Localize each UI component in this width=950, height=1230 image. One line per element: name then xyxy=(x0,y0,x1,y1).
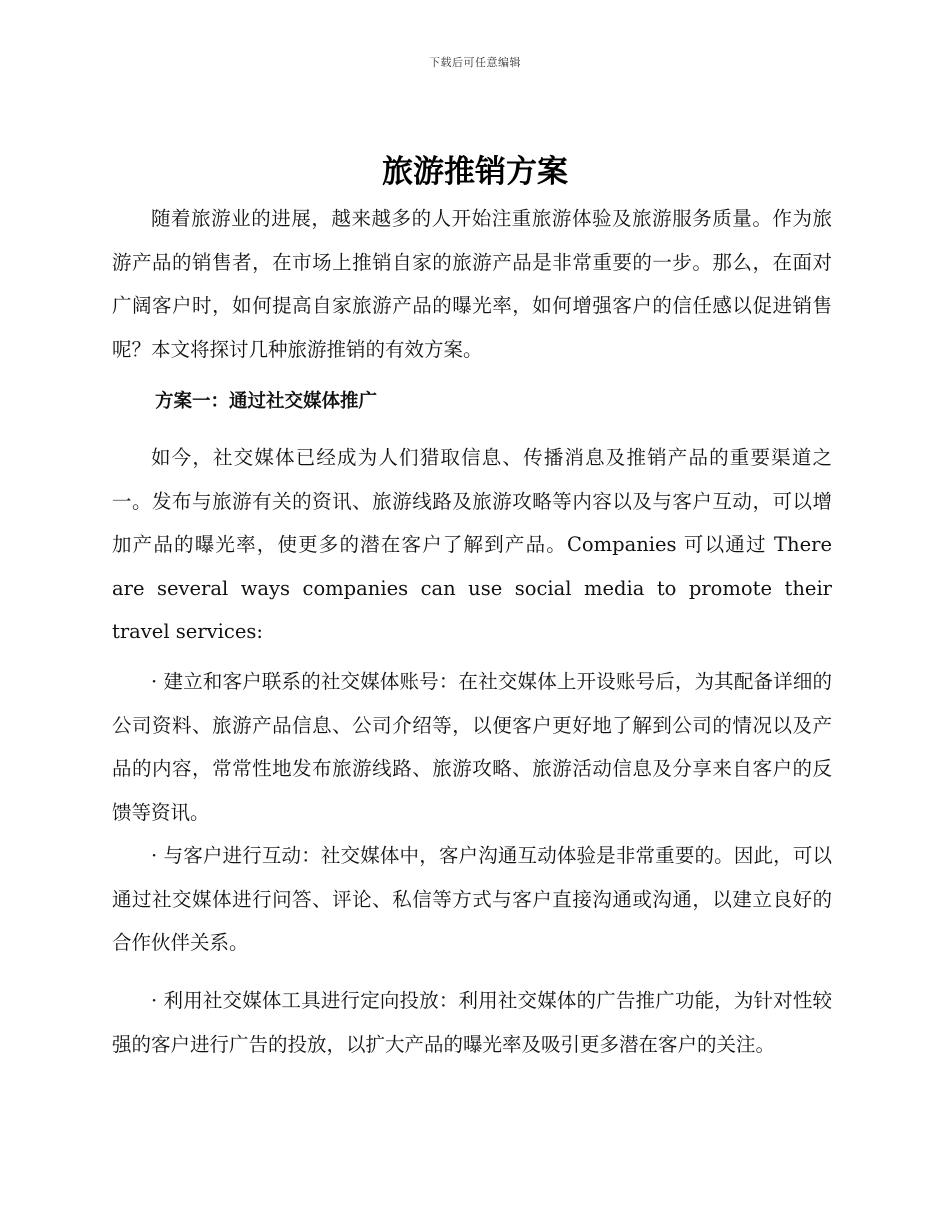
bullet-block-1 xyxy=(112,660,832,834)
intro-paragraph: 随着旅游业的进展，越来越多的人开始注重旅游体验及旅游服务质量。作为旅游产品的销售者，在市场上推销自家的旅游产品是非常重要的一步。那么，在面对广阔客户时，如何提高自家旅游产品的曝光率，如何增强客户的信任感以促进销售呢？本文将探讨几种旅游推销的有效方案。 xyxy=(112,207,832,361)
bullet-item-3: · 利用社交媒体工具进行定向投放：利用社交媒体的广告推广功能，为针对性较强的客户进行广告的投放，以扩大产品的曝光率及吸引更多潜在客户的关注。 xyxy=(112,989,832,1056)
intro-block xyxy=(112,197,832,371)
section1-heading: 方案一：通过社交媒体推广 xyxy=(155,391,378,412)
bullet-block-3 xyxy=(112,979,832,1066)
bullet-block-2 xyxy=(112,834,832,965)
document-title: 旅游推销方案 xyxy=(382,154,568,190)
section1-heading-block xyxy=(112,380,832,424)
bullet-item-1: · 建立和客户联系的社交媒体账号：在社交媒体上开设账号后，为其配备详细的公司资料、旅游产品信息、公司介绍等，以便客户更好地了解到公司的情况以及产品的内容，常常性地发布旅游线路、旅游攻略、旅游活动信息及分享来自客户的反馈等资讯。 xyxy=(112,670,832,824)
section1-paragraph: 如今，社交媒体已经成为人们猎取信息、传播消息及推销产品的重要渠道之一。发布与旅游有关的资讯、旅游线路及旅游攻略等内容以及与客户互动，可以增加产品的曝光率，使更多的潜在客户了解到产品。Companies 可以通过 There are several ways companies can use social media to promote their travel services: xyxy=(112,446,832,643)
bullet-item-2: · 与客户进行互动：社交媒体中，客户沟通互动体验是非常重要的。因此，可以通过社交媒体进行问答、评论、私信等方式与客户直接沟通或沟通，以建立良好的合作伙伴关系。 xyxy=(112,844,832,954)
section1-paragraph-block xyxy=(112,436,832,654)
header-note: 下载后可任意编辑 xyxy=(429,56,521,69)
